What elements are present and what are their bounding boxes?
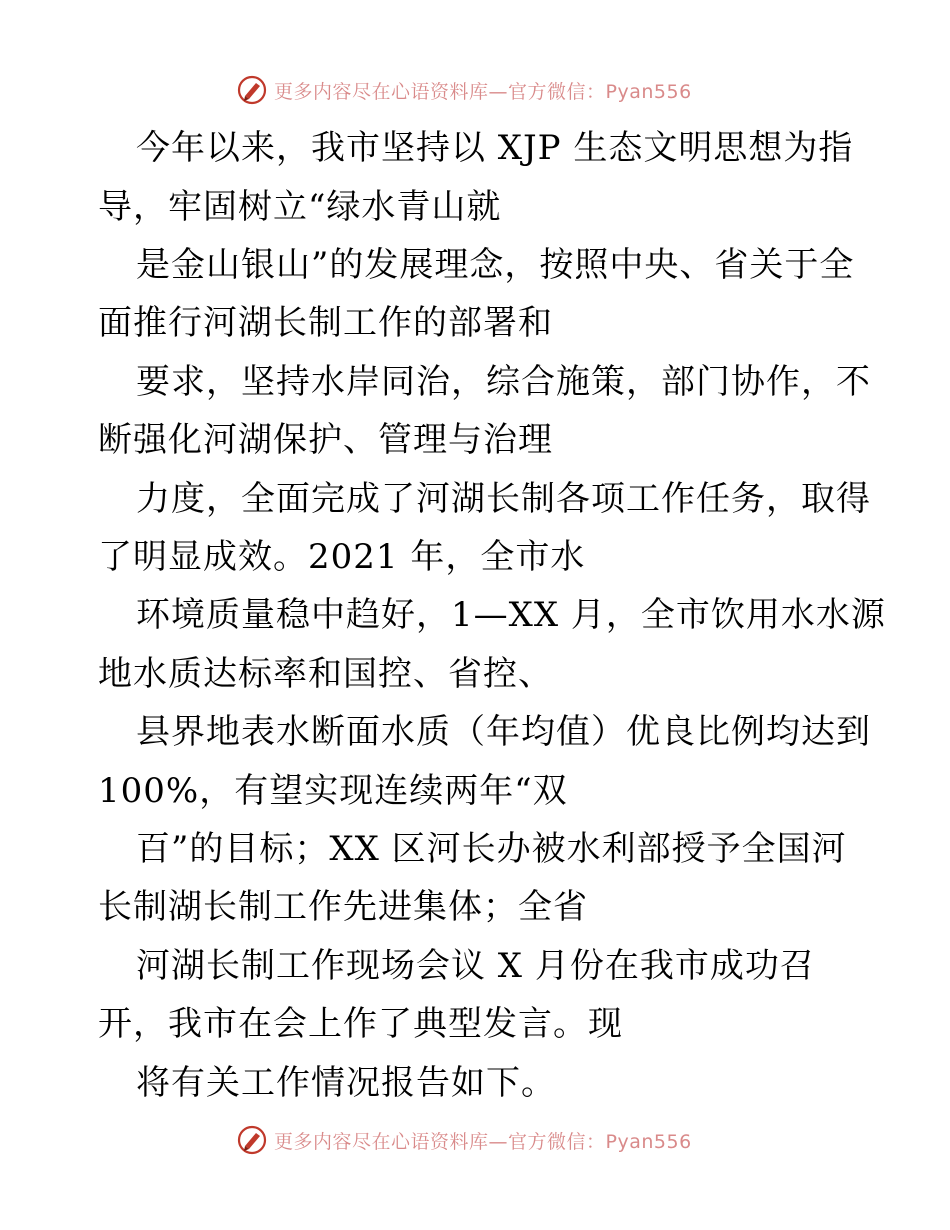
body-line: 面推行河湖长制工作的部署和	[98, 303, 553, 343]
body-line: 长制湖长制工作先进集体；全省	[98, 887, 588, 927]
body-line: 县界地表水断面水质（年均值）优良比例均达到	[136, 712, 871, 752]
watermark-text: 更多内容尽在心语资料库—官方微信：Pyan556	[274, 80, 692, 103]
body-line: 地水质达标率和国控、省控、	[98, 654, 553, 694]
body-line: 将有关工作情况报告如下。	[136, 1063, 556, 1103]
body-line: 了明显成效。2021 年，全市水	[98, 537, 586, 577]
watermark-footer	[0, 1120, 950, 1160]
red-pen-logo-icon	[236, 1124, 268, 1156]
body-line: 力度，全面完成了河湖长制各项工作任务，取得	[136, 479, 871, 519]
body-line: 百”的目标；XX 区河长办被水利部授予全国河	[136, 829, 847, 869]
body-line: 要求，坚持水岸同治，综合施策，部门协作，不	[136, 362, 871, 402]
body-line: 是金山银山”的发展理念，按照中央、省关于全	[136, 245, 855, 285]
body-line: 100%，有望实现连续两年“双	[98, 771, 568, 811]
red-pen-logo-icon	[236, 74, 268, 106]
body-line: 开，我市在会上作了典型发言。现	[98, 1004, 623, 1044]
body-line: 今年以来，我市坚持以 XJP 生态文明思想为指	[136, 128, 854, 168]
body-line: 导，牢固树立“绿水青山就	[98, 187, 502, 227]
body-line: 环境质量稳中趋好，1—XX 月，全市饮用水水源	[136, 595, 886, 635]
watermark-header	[0, 70, 950, 110]
body-line: 断强化河湖保护、管理与治理	[98, 420, 553, 460]
body-line: 河湖长制工作现场会议 X 月份在我市成功召	[136, 946, 815, 986]
watermark-text: 更多内容尽在心语资料库—官方微信：Pyan556	[274, 1130, 692, 1153]
